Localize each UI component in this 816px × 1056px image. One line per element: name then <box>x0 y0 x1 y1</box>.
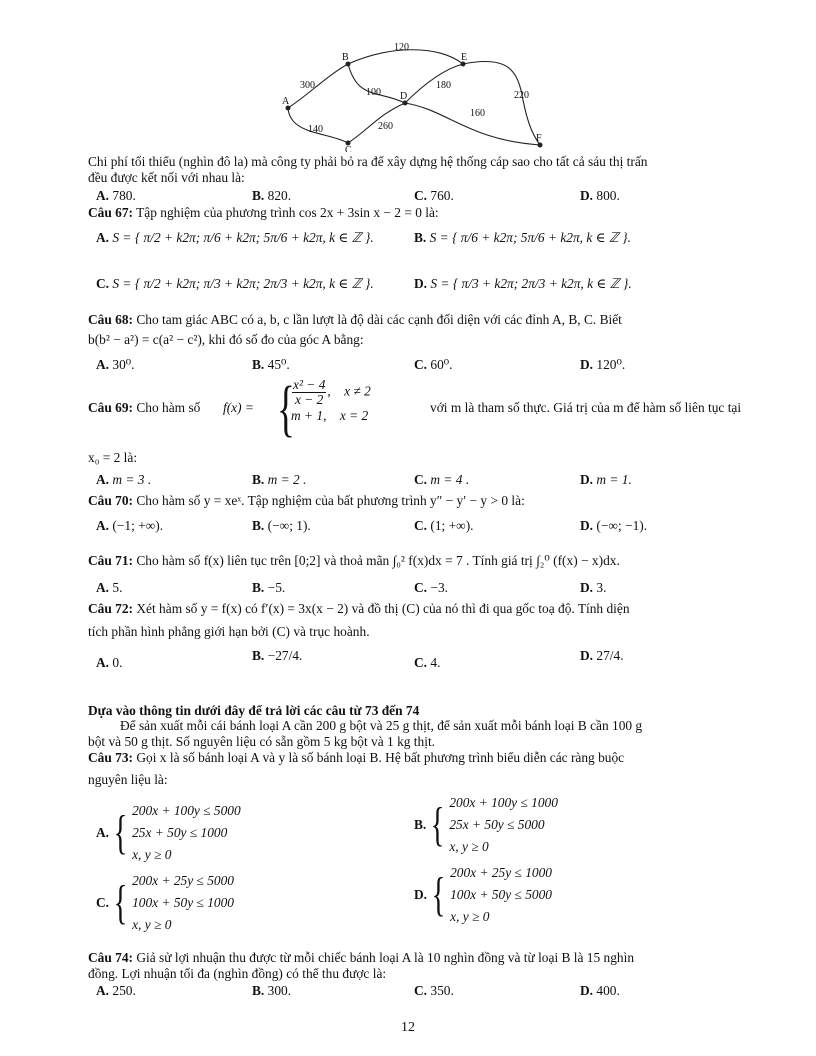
q66-option-b: B. 820. <box>252 188 292 203</box>
node-d: D <box>400 91 408 102</box>
q69-option-b: B. m = 2 . <box>252 472 307 487</box>
q69-text2: x₀ = 2 là: <box>88 450 138 465</box>
q69-option-c: C. m = 4 . <box>414 472 470 487</box>
q66-option-c: C. 760. <box>414 188 454 203</box>
node-a: A <box>282 96 290 107</box>
q68-option-c: C. 60⁰. <box>414 357 453 372</box>
q73-option-c: C.{ 200x + 25y ≤ 5000 100x + 50y ≤ 1000 x, y ≥ 0 <box>96 873 234 932</box>
q66-option-a: A. 780. <box>96 188 136 203</box>
edge-bd: 100 <box>366 87 381 98</box>
q71-option-c: C. −3. <box>414 580 448 595</box>
q70-option-d: D. (−∞; −1). <box>580 518 648 533</box>
page-number: 12 <box>401 1020 415 1035</box>
q69-option-d: D. m = 1. <box>580 472 632 487</box>
q68-stem: Câu 68: Cho tam giác ABC có a, b, c lần lượt là độ dài các cạnh đối diện với các đỉnh A, B, C. Biết <box>88 312 622 327</box>
q66-text2: đều được kết nối với nhau là: <box>88 170 245 185</box>
q74-option-c: C. 350. <box>414 983 454 998</box>
q67-option-a: A. S = { π/2 + k2π; π/6 + k2π; 5π/6 + k2π, k ∈ ℤ }. <box>96 230 374 245</box>
edge-ab: 300 <box>300 80 315 91</box>
edge-be: 120 <box>394 42 409 53</box>
q66-option-d: D. 800. <box>580 188 620 203</box>
q68-option-b: B. 45⁰. <box>252 357 290 372</box>
q67-option-d: D. S = { π/3 + k2π; 2π/3 + k2π, k ∈ ℤ }. <box>414 276 632 291</box>
q68-option-a: A. 30⁰. <box>96 357 135 372</box>
q67-option-c: C. S = { π/2 + k2π; π/3 + k2π; 2π/3 + k2π, k ∈ ℤ }. <box>96 276 374 291</box>
node-e: E <box>461 52 468 63</box>
q72-text2: tích phần hình phẳng giới hạn bởi (C) và trục hoành. <box>88 624 370 639</box>
q70-option-c: C. (1; +∞). <box>414 518 474 533</box>
q71-stem: Câu 71: Cho hàm số f(x) liên tục trên [0;2] và thoả mãn ∫₀² f(x)dx = 7 . Tính giá trị ∫₂⁰ (f(x) − x)dx. <box>88 553 620 568</box>
q70-option-b: B. (−∞; 1). <box>252 518 311 533</box>
q67-stem: Câu 67: Tập nghiệm của phương trình cos 2x + 3sin x − 2 = 0 là: <box>88 205 439 220</box>
node-c: C <box>345 145 352 152</box>
q74-stem: Câu 74: Giả sử lợi nhuận thu được từ mỗi chiếc bánh loại A là 10 nghìn đồng và từ loại B là 15 nghìn <box>88 950 635 965</box>
q71-option-b: B. −5. <box>252 580 286 595</box>
node-f: F <box>536 133 542 144</box>
q73-option-b: B.{ 200x + 100y ≤ 1000 25x + 50y ≤ 5000 x, y ≥ 0 <box>414 795 558 854</box>
edge-de: 180 <box>436 80 451 91</box>
section-p1: Để sản xuất mỗi cái bánh loại A cần 200 g bột và 25 g thịt, để sản xuất mỗi bánh loại B cần 100 g <box>120 718 643 733</box>
q72-stem: Câu 72: Xét hàm số y = f(x) có f′(x) = 3x(x − 2) và đồ thị (C) của nó thì đi qua gốc toạ độ. Tính diện <box>88 601 630 616</box>
edge-df: 160 <box>470 108 485 119</box>
edge-ef: 220 <box>514 90 529 101</box>
q71-option-a: A. 5. <box>96 580 123 595</box>
q74-option-d: D. 400. <box>580 983 620 998</box>
q70-stem: Câu 70: Cho hàm số y = xeˣ. Tập nghiệm của bất phương trình y″ − y′ − y > 0 là: <box>88 493 525 508</box>
q68-option-d: D. 120⁰. <box>580 357 626 372</box>
q66-text: Chi phí tối thiểu (nghìn đô la) mà công ty phải bỏ ra để xây dựng hệ thống cáp sao cho tất cả sáu thị trấn <box>88 154 648 169</box>
q72-option-d: D. 27/4. <box>580 648 624 663</box>
q74-option-a: A. 250. <box>96 983 136 998</box>
q73-option-d: D.{ 200x + 25y ≤ 1000 100x + 50y ≤ 5000 x, y ≥ 0 <box>414 865 552 924</box>
q74-option-b: B. 300. <box>252 983 292 998</box>
edge-cd: 260 <box>378 121 393 132</box>
edge-ac: 140 <box>308 124 323 135</box>
q71-option-d: D. 3. <box>580 580 607 595</box>
q72-option-b: B. −27/4. <box>252 648 303 663</box>
q74-text2: đồng. Lợi nhuận tối đa (nghìn đồng) có thể thu được là: <box>88 966 387 981</box>
section-title: Dựa vào thông tin dưới đây để trả lời các câu từ 73 đến 74 <box>88 703 420 718</box>
q72-option-c: C. 4. <box>414 655 441 670</box>
cable-network-graph <box>278 40 548 152</box>
section-p2: bột và 50 g thịt. Số nguyên liệu có sẵn gồm 5 kg bột và 1 kg thịt. <box>88 734 436 749</box>
q69-option-a: A. m = 3 . <box>96 472 152 487</box>
node-b: B <box>342 52 349 63</box>
q73-text2: nguyên liệu là: <box>88 772 168 787</box>
q70-option-a: A. (−1; +∞). <box>96 518 164 533</box>
q72-option-a: A. 0. <box>96 655 123 670</box>
q73-option-a: A.{ 200x + 100y ≤ 5000 25x + 50y ≤ 1000 x, y ≥ 0 <box>96 803 241 862</box>
q67-option-b: B. S = { π/6 + k2π; 5π/6 + k2π, k ∈ ℤ }. <box>414 230 631 245</box>
q68-text2: b(b² − a²) = c(a² − c²), khi đó số đo của góc A bằng: <box>88 332 364 347</box>
q73-stem: Câu 73: Gọi x là số bánh loại A và y là số bánh loại B. Hệ bất phương trình biểu diễn các ràng buộc <box>88 750 625 765</box>
